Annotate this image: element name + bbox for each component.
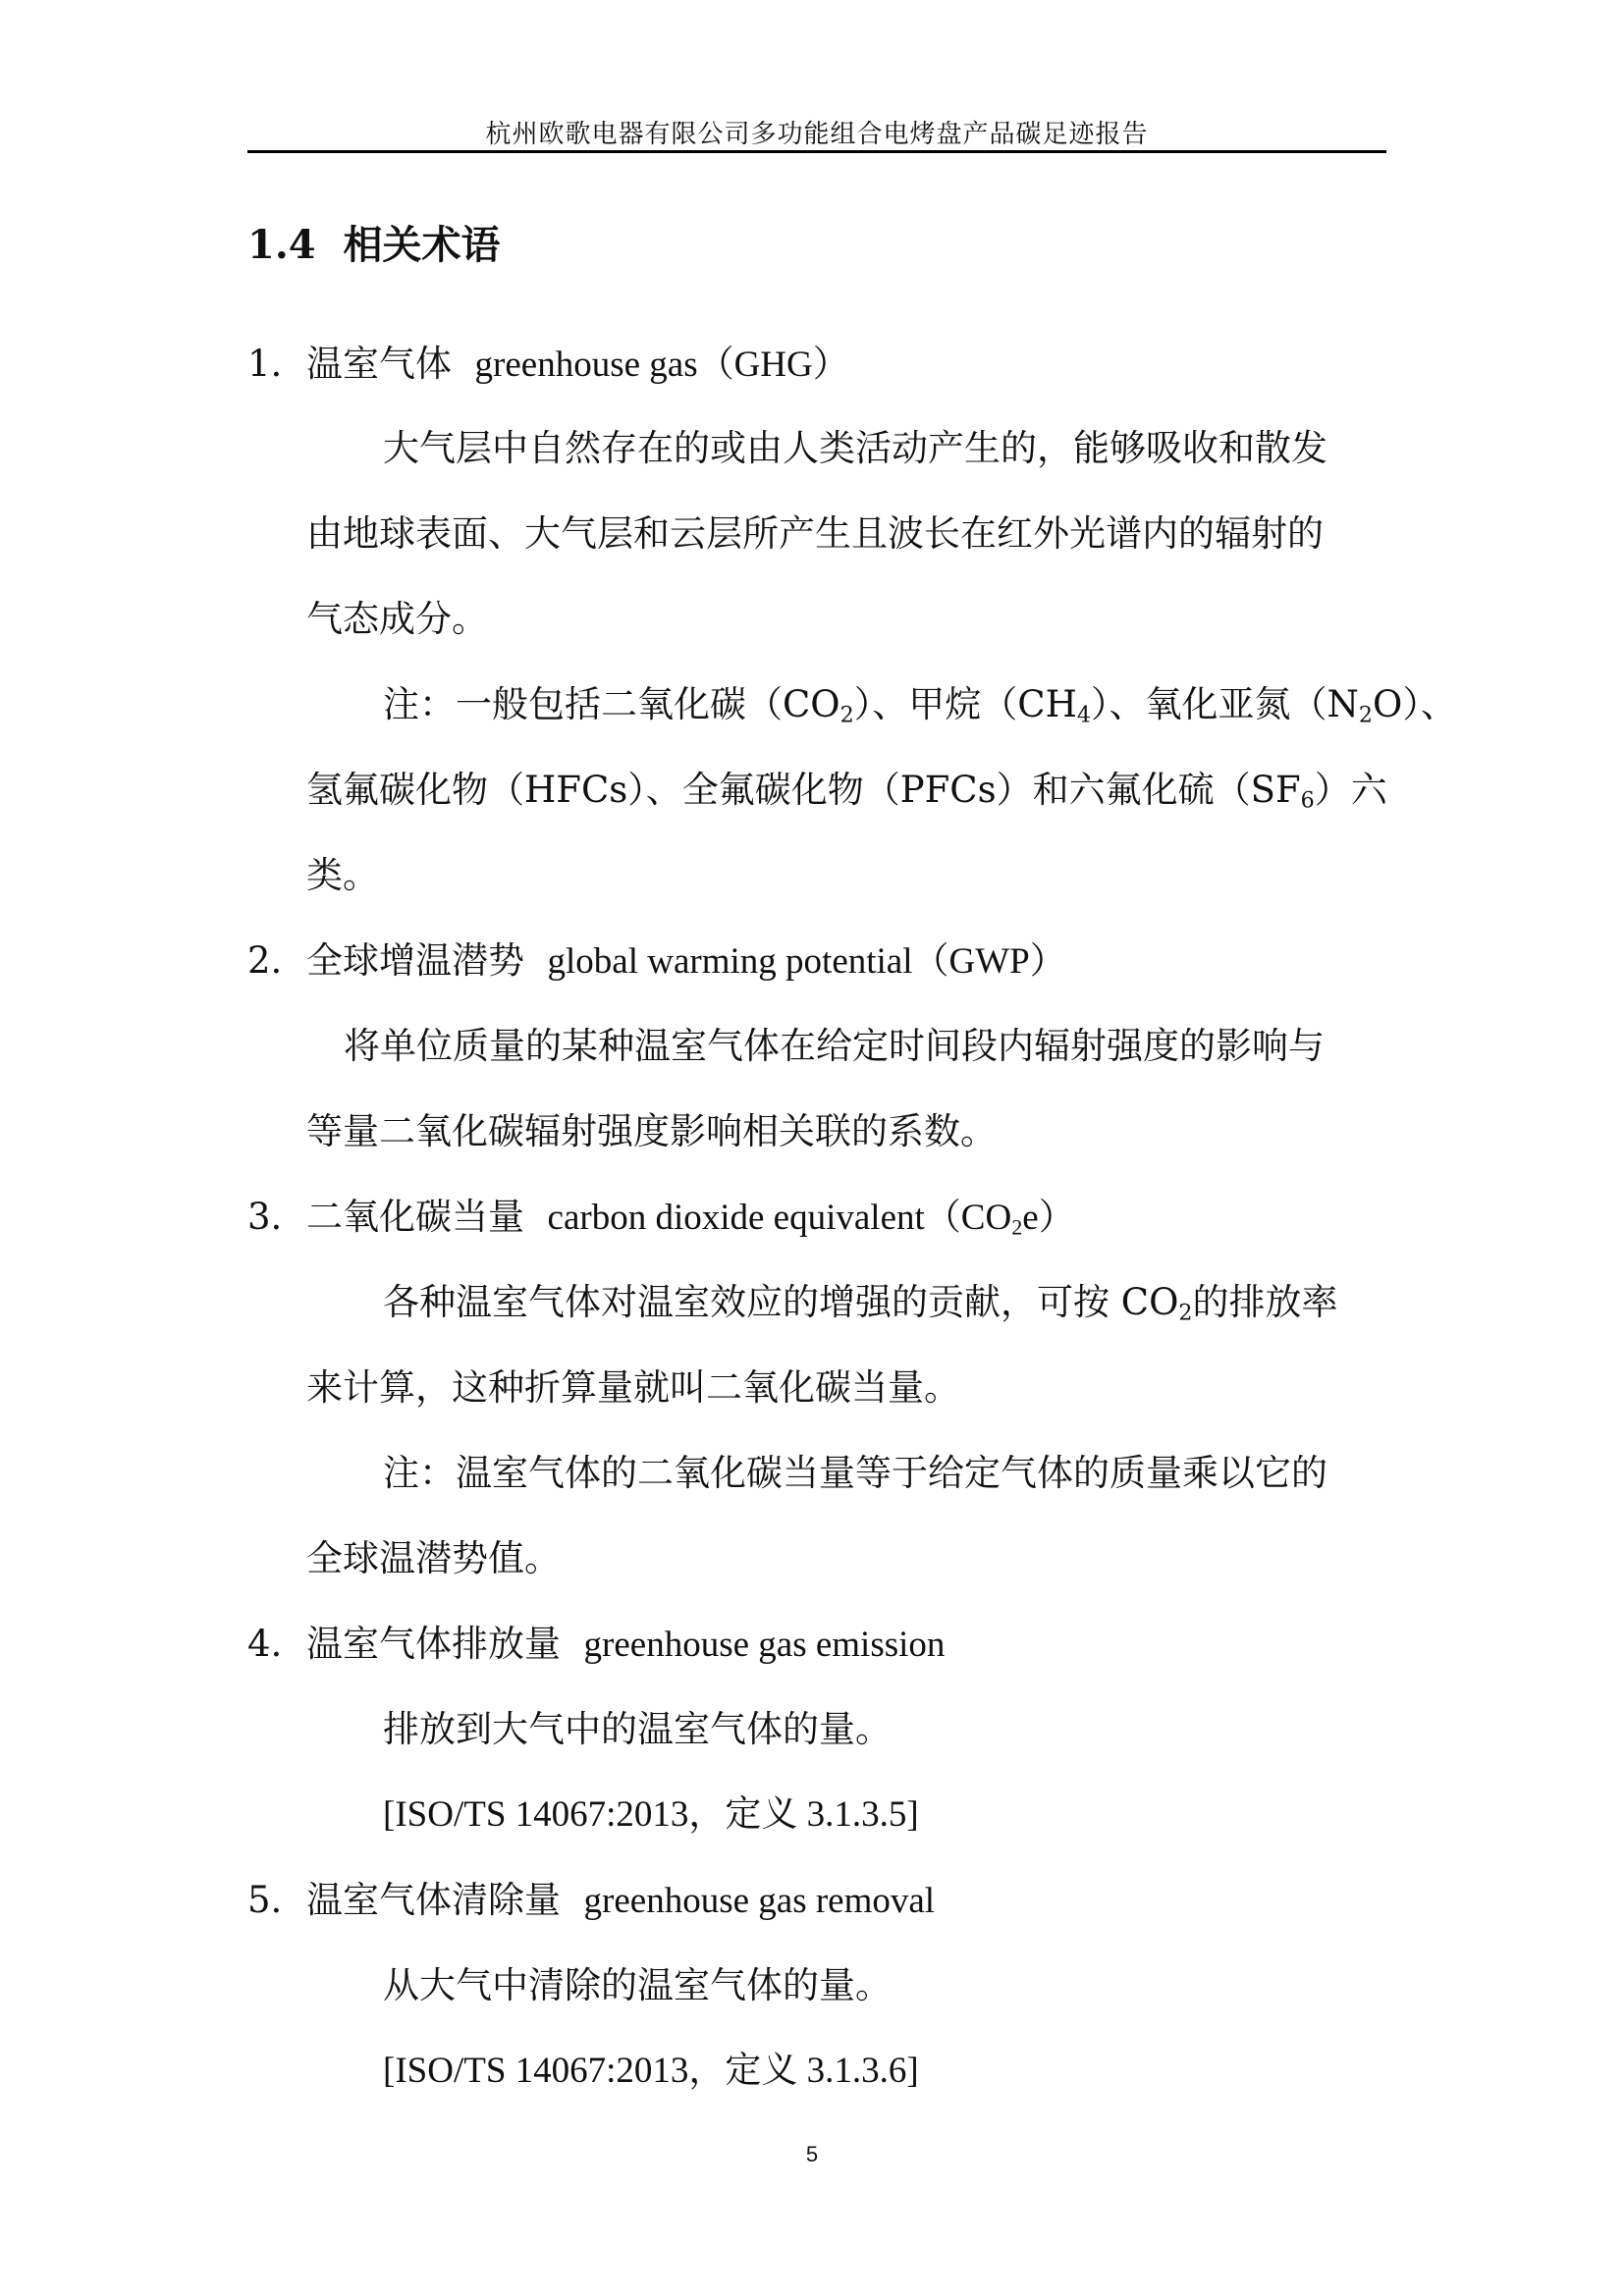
term-en: greenhouse gas emission [583,1625,946,1665]
definition-line: 气态成分。 [306,598,488,640]
header-rule [247,150,1386,153]
term-number: 5. [247,1879,283,1921]
definition-line: 各种温室气体对温室效应的增强的贡献，可按 $CO_2$的排放率 [383,1281,1338,1326]
term-en: greenhouse gas（GHG） [474,345,849,385]
term-heading [306,1879,936,1921]
note-line: 氢氟碳化物（HFCs）、全氟碳化物（PFCs）和六氟化硫$(SF_6)$六 [306,769,1387,814]
term-heading [306,343,849,385]
definition-line: 将单位质量的某种温室气体在给定时间段内辐射强度的影响与 [344,1025,1325,1067]
definition-line: 等量二氧化碳辐射强度影响相关联的系数。 [306,1110,997,1152]
section-number: 1.4 [247,222,316,268]
term-zh: 二氧化碳当量 [306,1196,524,1238]
note-line: 注：一般包括二氧化碳$(CO_2)$、甲烷$(CH_4)$、氧化亚氮$(N_2O)$、 [383,683,1457,728]
term-number: 2. [247,939,283,982]
reference-line: [ISO/TS 14067:2013，定义 3.1.3.6] [383,2051,919,2091]
term-zh: 温室气体清除量 [306,1879,561,1921]
term-zh: 温室气体排放量 [306,1623,561,1665]
term-number: 4. [247,1623,283,1665]
term-number: 3. [247,1196,283,1238]
term-number: 1. [247,343,283,385]
term-en: global warming potential（GWP） [547,941,1066,982]
note-line: 全球温潜势值。 [306,1537,561,1579]
term-heading [306,939,1066,982]
page-header: 杭州欧歌电器有限公司多功能组合电烤盘产品碳足迹报告 [485,120,1149,149]
term-heading [306,1623,946,1665]
section-heading [247,214,500,270]
term-zh: 温室气体 [306,343,452,385]
note-line: 注：温室气体的二氧化碳当量等于给定气体的质量乘以它的 [383,1452,1327,1494]
section-title: 相关术语 [343,222,501,268]
reference-line: [ISO/TS 14067:2013，定义 3.1.3.5] [383,1794,919,1835]
definition-line: 大气层中自然存在的或由人类活动产生的，能够吸收和散发 [383,427,1327,469]
definition-line: 排放到大气中的温室气体的量。 [383,1708,892,1750]
page-number: 5 [805,2142,819,2166]
term-zh: 全球增温潜势 [306,939,524,982]
term-heading [306,1196,1075,1240]
definition-line: 从大气中清除的温室气体的量。 [383,1964,892,2006]
note-line: 类。 [306,854,379,896]
definition-line: 由地球表面、大气层和云层所产生且波长在红外光谱内的辐射的 [306,512,1324,555]
term-en: greenhouse gas removal [583,1881,936,1921]
term-en: carbon dioxide $equivalent(CO_2e)$ [547,1198,1075,1240]
definition-line: 来计算，这种折算量就叫二氧化碳当量。 [306,1366,960,1409]
